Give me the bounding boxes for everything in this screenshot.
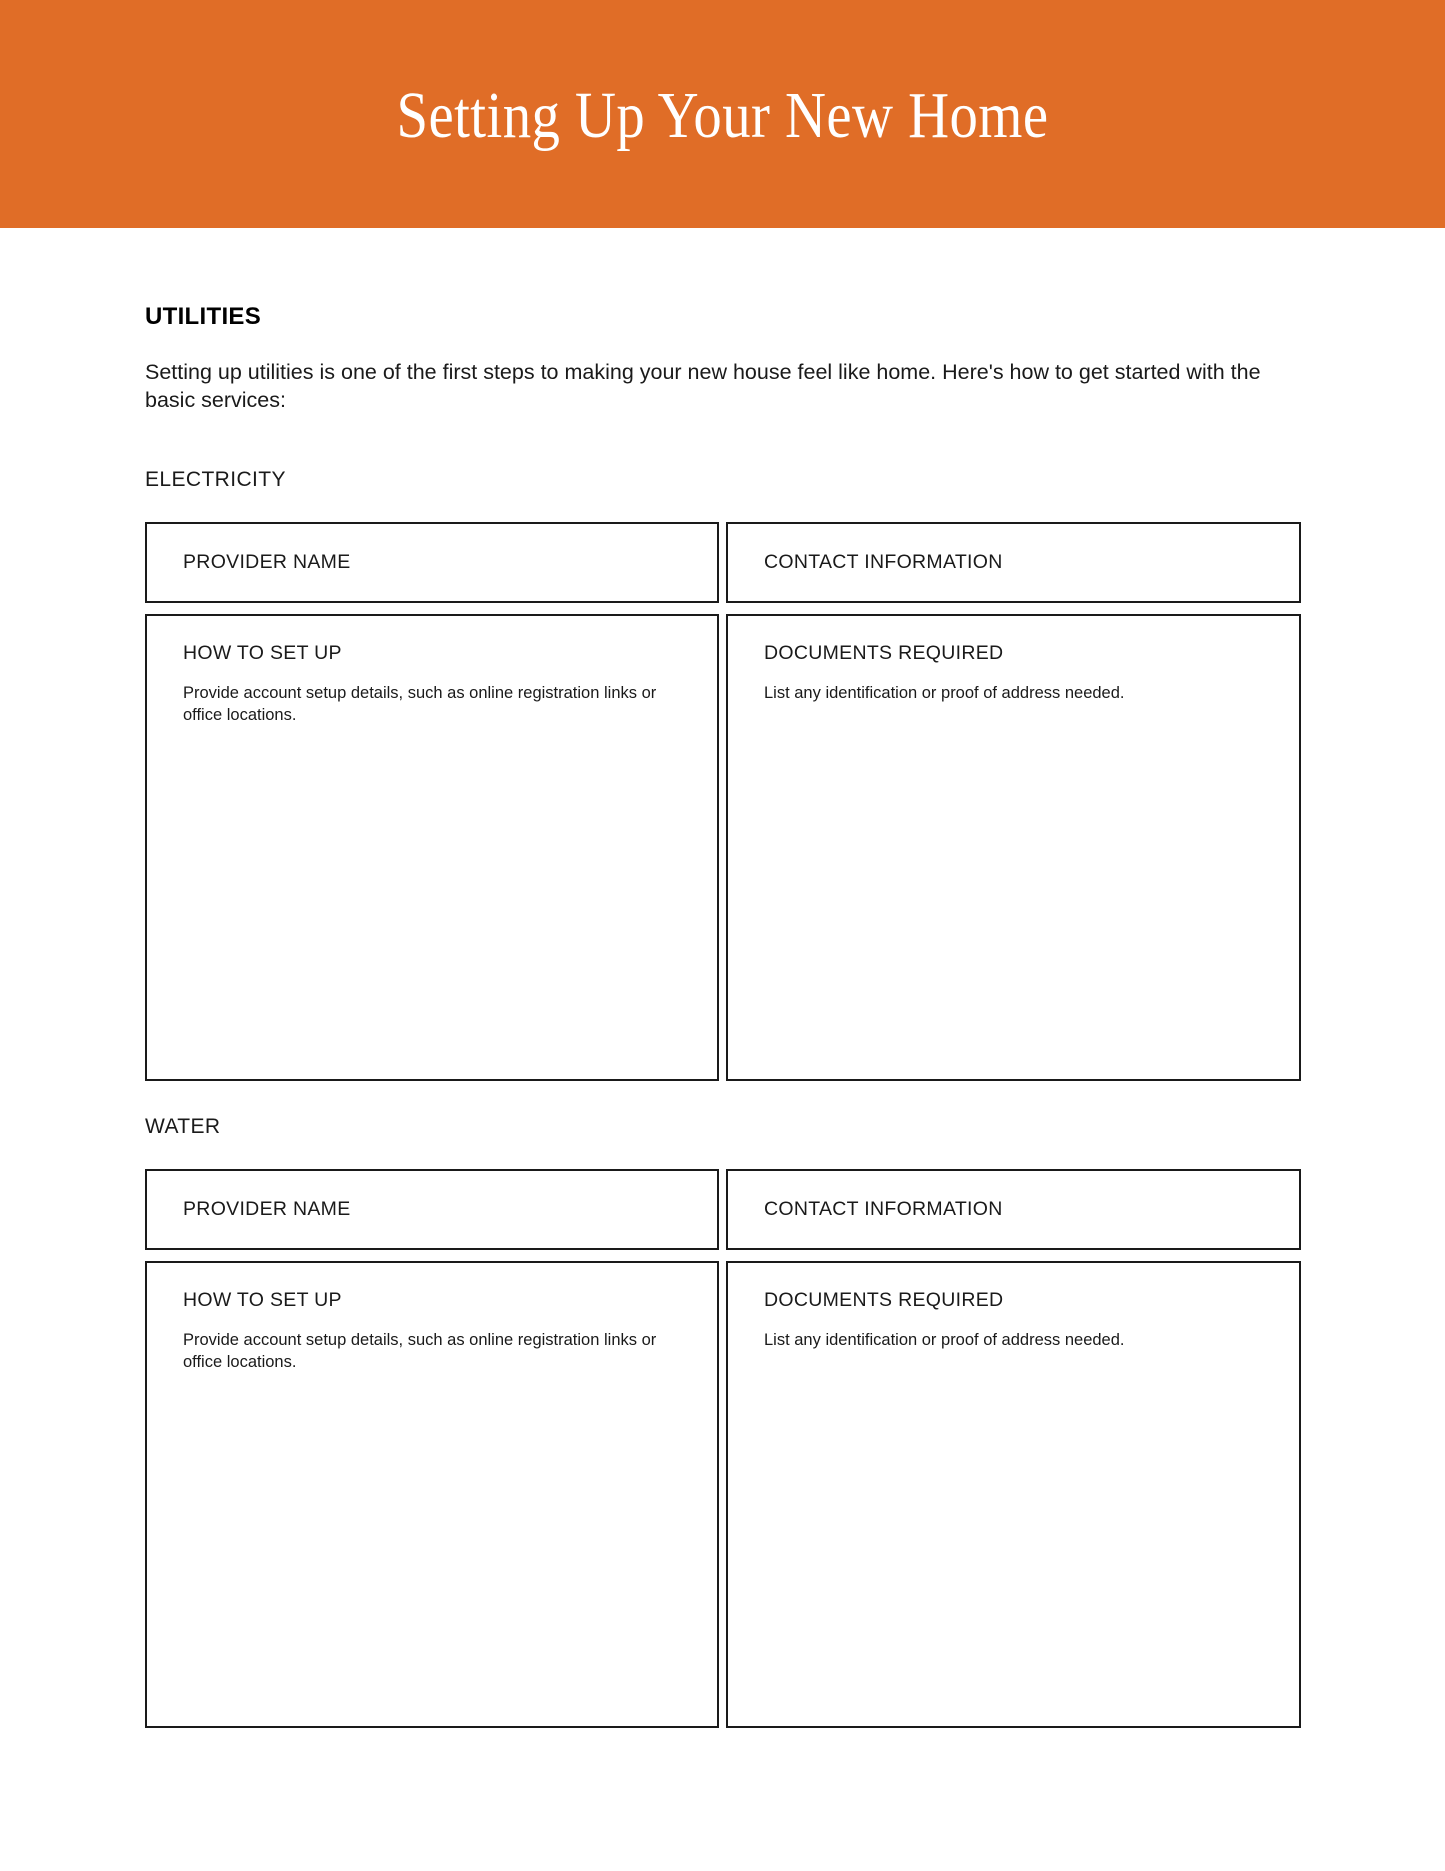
section-intro: Setting up utilities is one of the first steps to making your new house feel like home. Here's how to get started with the basic services: (145, 360, 1261, 412)
provider-name-field-water[interactable] (145, 1169, 719, 1250)
provider-name-label: PROVIDER NAME (183, 1198, 351, 1220)
provider-name-label: PROVIDER NAME (183, 551, 351, 573)
documents-required-note: List any identification or proof of address needed. (764, 1331, 1125, 1349)
documents-required-note: List any identification or proof of address needed. (764, 684, 1125, 702)
documents-required-label: DOCUMENTS REQUIRED (764, 1289, 1004, 1311)
how-to-set-up-field-electricity[interactable] (145, 614, 719, 1081)
documents-required-field-water[interactable] (726, 1261, 1301, 1728)
contact-information-field-water[interactable] (726, 1169, 1301, 1250)
contact-information-label: CONTACT INFORMATION (764, 551, 1003, 573)
contact-information-field-electricity[interactable] (726, 522, 1301, 603)
documents-required-label: DOCUMENTS REQUIRED (764, 642, 1004, 664)
documents-required-field-electricity[interactable] (726, 614, 1301, 1081)
section-title: UTILITIES (145, 303, 262, 330)
contact-information-label: CONTACT INFORMATION (764, 1198, 1003, 1220)
provider-name-field-electricity[interactable] (145, 522, 719, 603)
how-to-set-up-field-water[interactable] (145, 1261, 719, 1728)
how-to-set-up-note: Provide account setup details, such as online registration links or office locations. (183, 1331, 657, 1371)
how-to-set-up-label: HOW TO SET UP (183, 642, 342, 664)
how-to-set-up-label: HOW TO SET UP (183, 1289, 342, 1311)
utility-label-electricity: ELECTRICITY (145, 468, 286, 491)
utility-label-water: WATER (145, 1115, 221, 1138)
how-to-set-up-note: Provide account setup details, such as online registration links or office locations. (183, 684, 657, 724)
page-title: Setting Up Your New Home (396, 79, 1049, 152)
